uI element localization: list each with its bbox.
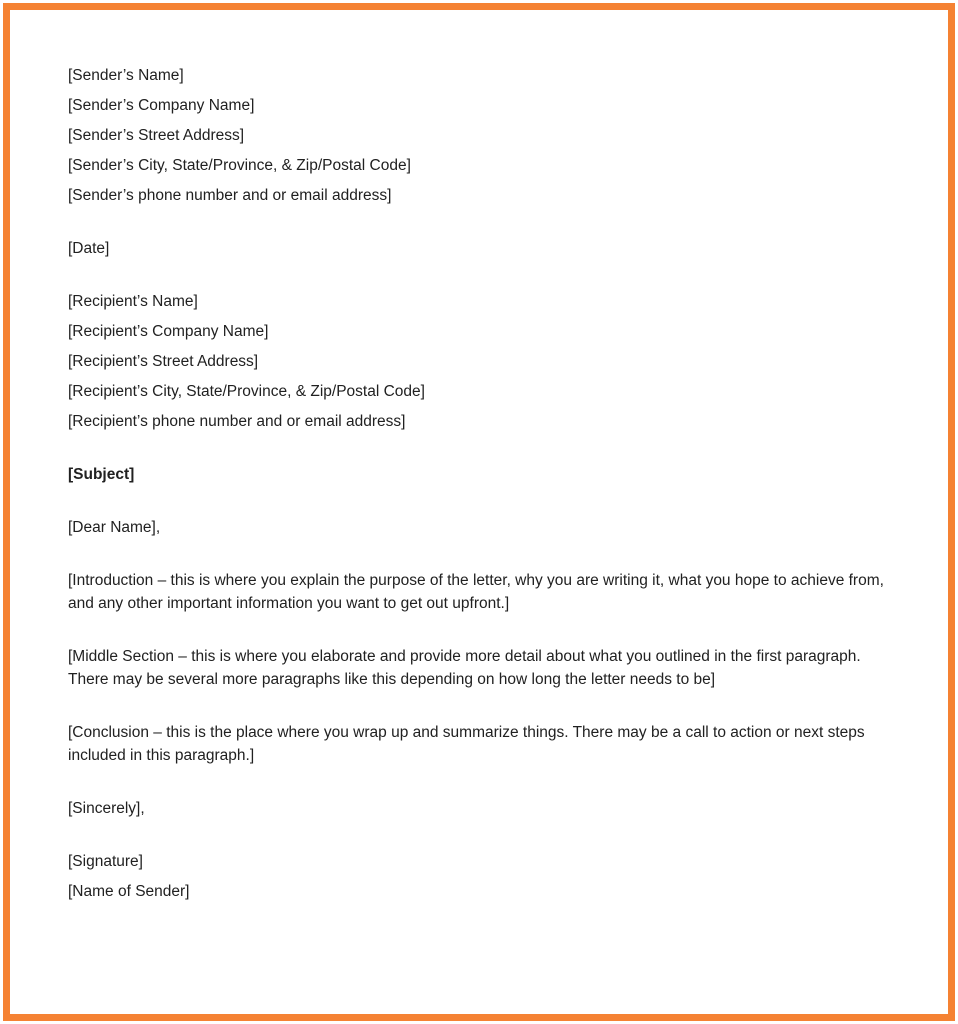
- sender-name-line: [Sender’s Name]: [68, 67, 184, 84]
- sender-city-line: [Sender’s City, State/Province, & Zip/Postal Code]: [68, 157, 411, 174]
- recipient-name-line: [Recipient’s Name]: [68, 293, 198, 310]
- letter-content: [10, 10, 948, 1014]
- date-line: [Date]: [68, 240, 110, 257]
- signature-line: [Signature]: [68, 853, 143, 870]
- recipient-contact-line: [Recipient’s phone number and or email address]: [68, 413, 406, 430]
- closing-line: [Sincerely],: [68, 800, 145, 817]
- letter-page: [3, 3, 955, 1021]
- recipient-street-line: [Recipient’s Street Address]: [68, 353, 259, 370]
- sender-name-signature-line: [Name of Sender]: [68, 883, 190, 900]
- sender-contact-line: [Sender’s phone number and or email address]: [68, 187, 392, 204]
- conclusion-paragraph: [Conclusion – this is the place where you wrap up and summarize things. There may be a call to action or next steps included in this paragraph.]: [68, 724, 865, 764]
- recipient-city-line: [Recipient’s City, State/Province, & Zip/Postal Code]: [68, 383, 425, 400]
- subject-line: [Subject]: [68, 466, 135, 483]
- middle-section-paragraph: [Middle Section – this is where you elaborate and provide more detail about what you outlined in the first paragraph. There may be several more paragraphs like this depending on how long the letter needs to be]: [68, 648, 861, 688]
- introduction-paragraph: [Introduction – this is where you explain the purpose of the letter, why you are writing it, what you hope to achieve from, and any other important information you want to get out upfront.]: [68, 572, 884, 612]
- sender-company-line: [Sender’s Company Name]: [68, 97, 255, 114]
- salutation-line: [Dear Name],: [68, 519, 161, 536]
- recipient-company-line: [Recipient’s Company Name]: [68, 323, 269, 340]
- sender-street-line: [Sender’s Street Address]: [68, 127, 245, 144]
